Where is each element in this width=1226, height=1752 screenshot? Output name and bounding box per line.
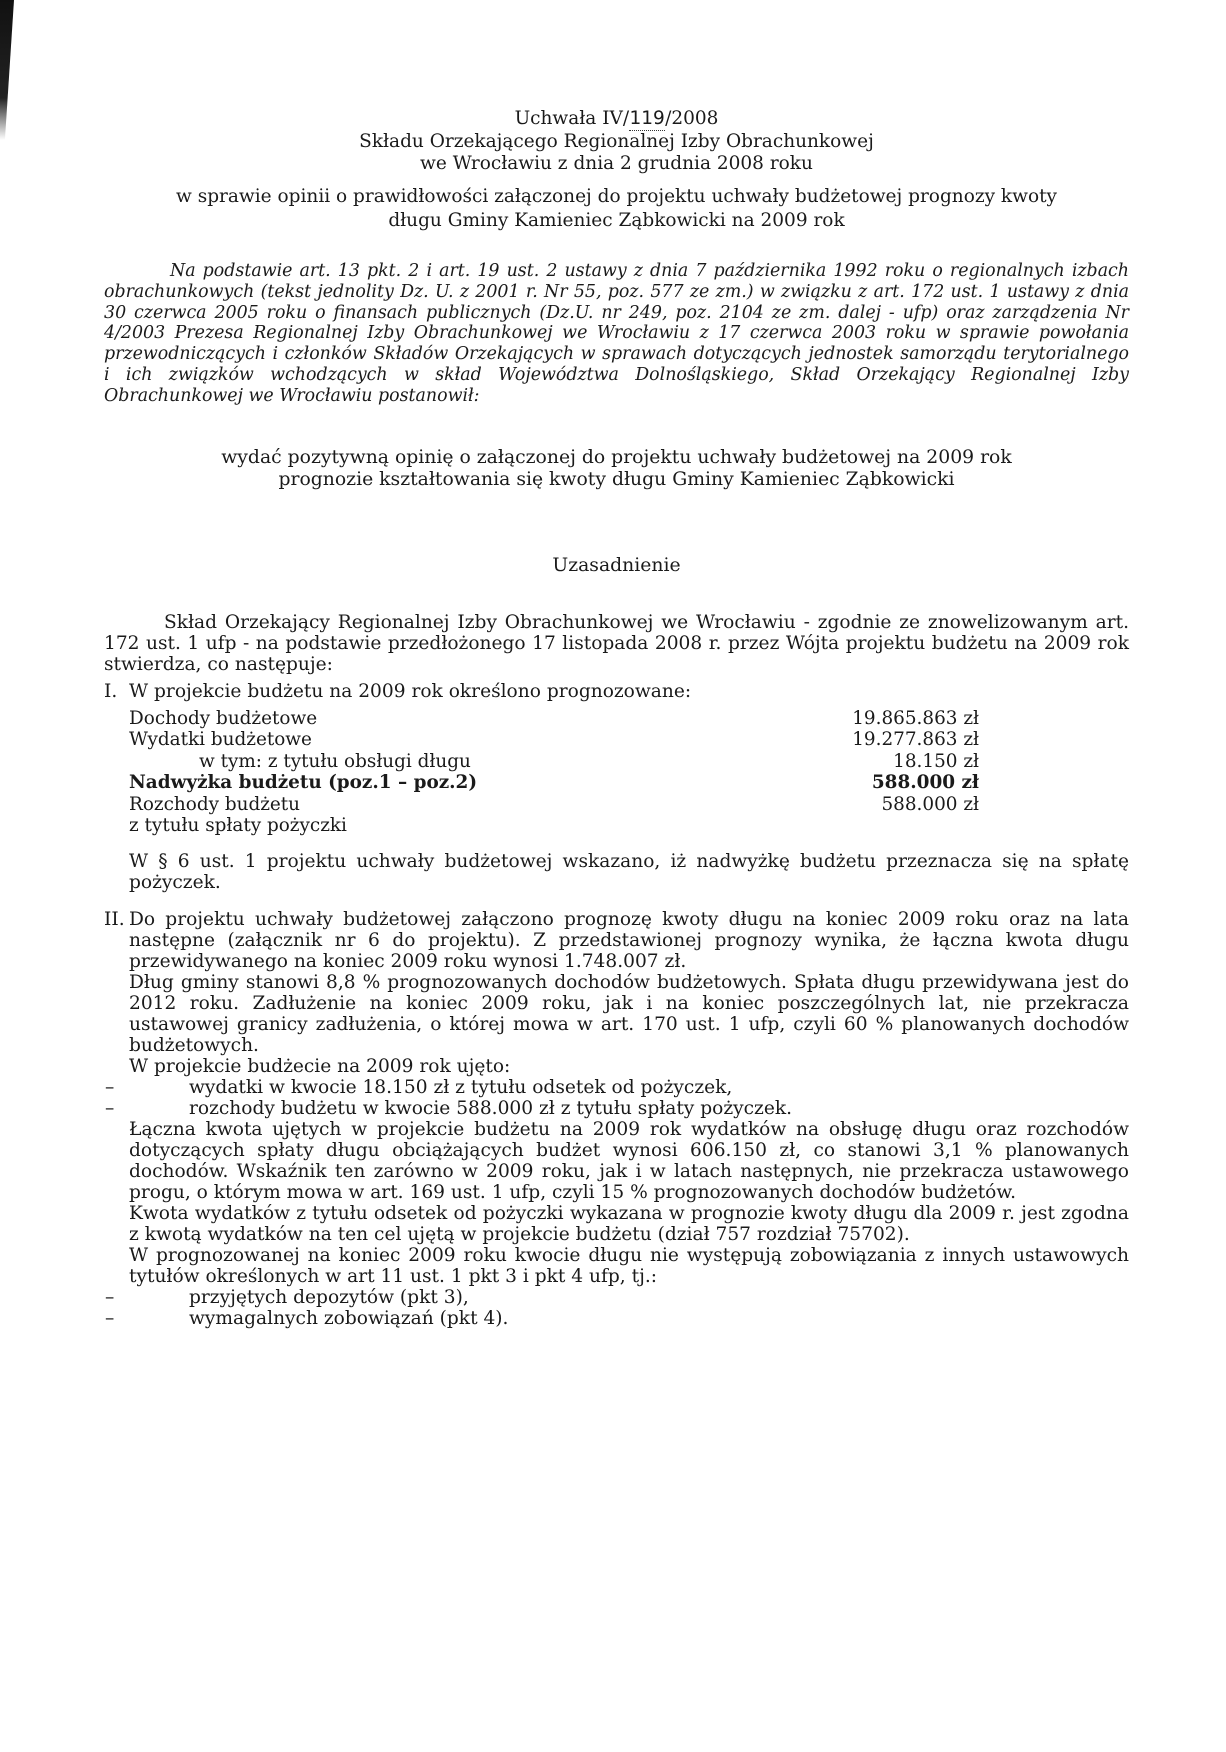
- budget-row-surplus: Nadwyżka budżetu (poz.1 – poz.2) 588.000 zł: [129, 772, 979, 794]
- section-2: [104, 909, 1129, 1329]
- subject-line-2: długu Gminy Kamieniec Ząbkowicki na 2009 rok: [388, 210, 845, 231]
- resolution-date: we Wrocławiu z dnia 2 grudnia 2008 roku: [420, 153, 813, 174]
- budget-row-outflows: Rozchody budżetu 588.000 zł: [129, 793, 979, 815]
- intro-text: Skład Orzekający Regionalnej Izby Obrachunkowej we Wrocławiu - zgodnie ze znowelizowanym art. 172 ust. 1 ufp - na podstawie przedłożonego 17 listopada 2008 r. przez Wójta projektu budżetu na 2009 rok stwierdza, co następuje:: [104, 611, 1129, 675]
- section-2-paragraph-6: W prognozowanej na koniec 2009 roku kwocie długu nie występują zobowiązania z innych ustawowych tytułów określonych w art 11 ust. 1 pkt 3 i pkt 4 ufp, tj.:: [129, 1244, 1129, 1287]
- list-item: – przyjętych depozytów (pkt 3),: [105, 1286, 469, 1308]
- resolution-header: [104, 108, 1129, 175]
- section-2-paragraph-5: Kwota wydatków z tytułu odsetek od pożyczki wykazana w prognozie kwoty długu dla 2009 r. jest zgodna z kwotą wydatków na ten cel ujętą w projekcie budżetu (dział 757 rozdział 75702).: [129, 1202, 1129, 1245]
- resolution-number-handwritten: 119: [629, 108, 665, 129]
- list-item: – rozchody budżetu w kwocie 588.000 zł z tytułu spłaty pożyczek.: [105, 1097, 793, 1119]
- issuing-body: Składu Orzekającego Regionalnej Izby Obrachunkowej: [359, 131, 874, 152]
- section-2-paragraph-2: Dług gminy stanowi 8,8 % prognozowanych dochodów budżetowych. Spłata długu przewidywana jest do 2012 roku. Zadłużenie na koniec 2009 roku, jak i na koniec poszczególnych lat, nie przekracza ustawowej granicy zadłużenia, o której mowa w art. 170 ust. 1 ufp, czyli 60 % planowanych dochodów budżetowych.: [129, 971, 1129, 1056]
- list-item: – wydatki w kwocie 18.150 zł z tytułu odsetek od pożyczek,: [105, 1076, 733, 1098]
- decision-line-2: prognozie kształtowania się kwoty długu Gminy Kamieniec Ząbkowicki: [278, 468, 955, 490]
- resolution-suffix: /2008: [665, 108, 719, 129]
- budget-row-expenditure: Wydatki budżetowe 19.277.863 zł: [129, 729, 979, 751]
- section-1: [104, 681, 1129, 893]
- list-item: – wymagalnych zobowiązań (pkt 4).: [105, 1307, 509, 1329]
- section-1-note: W § 6 ust. 1 projektu uchwały budżetowej wskazano, iż nadwyżkę budżetu przeznacza się na spłatę pożyczek.: [129, 850, 1129, 893]
- decision-line-1: wydać pozytywną opinię o załączonej do projektu uchwały budżetowej na 2009 rok: [221, 446, 1012, 468]
- justification-title: Uzasadnienie: [552, 554, 681, 576]
- section-1-heading: W projekcie budżetu na 2009 rok określono prognozowane:: [129, 680, 692, 702]
- section-2-paragraph-3: W projekcie budżecie na 2009 rok ujęto:: [129, 1055, 511, 1077]
- budget-row-debt-service: w tym: z tytułu obsługi długu 18.150 zł: [199, 750, 979, 772]
- resolution-title: [104, 108, 1129, 131]
- justification-intro: [104, 612, 1129, 675]
- legal-basis: [104, 261, 1129, 407]
- document-page: [104, 108, 1129, 1329]
- subject-line-1: w sprawie opinii o prawidłowości załączonej do projektu uchwały budżetowej prognozy kwoty: [176, 186, 1057, 207]
- section-2-paragraph-1: Do projektu uchwały budżetowej załączono prognozę kwoty długu na koniec 2009 roku oraz na lata następne (załącznik nr 6 do projektu). Z przedstawionej prognozy wynika, że łączna kwota długu przewidywanego na koniec 2009 roku wynosi 1.748.007 zł.: [129, 908, 1129, 972]
- decision: [104, 447, 1129, 491]
- scan-edge-shadow: [0, 0, 14, 140]
- budget-figures-table: [129, 708, 979, 837]
- section-1-number: I.: [104, 680, 118, 702]
- resolution-prefix: Uchwała IV/: [514, 108, 630, 129]
- legal-basis-text: Na podstawie art. 13 pkt. 2 i art. 19 ust. 2 ustawy z dnia 7 października 1992 roku o regionalnych izbach obrachunkowych (tekst jednolity Dz. U. z 2001 r. Nr 55, poz. 577 ze zm.) w związku z art. 172 ust. 1 ustawy z dnia 30 czerwca 2005 roku o finansach publicznych (Dz.U. nr 249, poz. 2104 ze zm. dalej - ufp) oraz zarządzenia Nr 4/2003 Prezesa Regionalnej Izby Obrachunkowej we Wrocławiu z 17 czerwca 2003 roku w sprawie powołania przewodniczących i członków Składów Orzekających w sprawach dotyczących jednostek samorządu terytorialnego i ich związków wchodzących w skład Województwa Dolnośląskiego, Skład Orzekający Regionalnej Izby Obrachunkowej we Wrocławiu postanowił:: [104, 261, 1129, 406]
- resolution-subject: [104, 185, 1129, 233]
- budget-row-loan-repayment: z tytułu spłaty pożyczki: [129, 815, 347, 837]
- section-2-paragraph-4: Łączna kwota ujętych w projekcie budżetu na 2009 rok wydatków na obsługę długu oraz rozchodów dotyczących spłaty długu obciążających budżet wynosi 606.150 zł, co stanowi 3,1 % planowanych dochodów. Wskaźnik ten zarówno w 2009 roku, jak i w latach następnych, nie przekracza ustawowego progu, o którym mowa w art. 169 ust. 1 ufp, czyli 15 % prognozowanych dochodów budżetów.: [129, 1118, 1129, 1203]
- budget-row-revenue: Dochody budżetowe 19.865.863 zł: [129, 707, 979, 729]
- section-2-number: II.: [104, 908, 125, 930]
